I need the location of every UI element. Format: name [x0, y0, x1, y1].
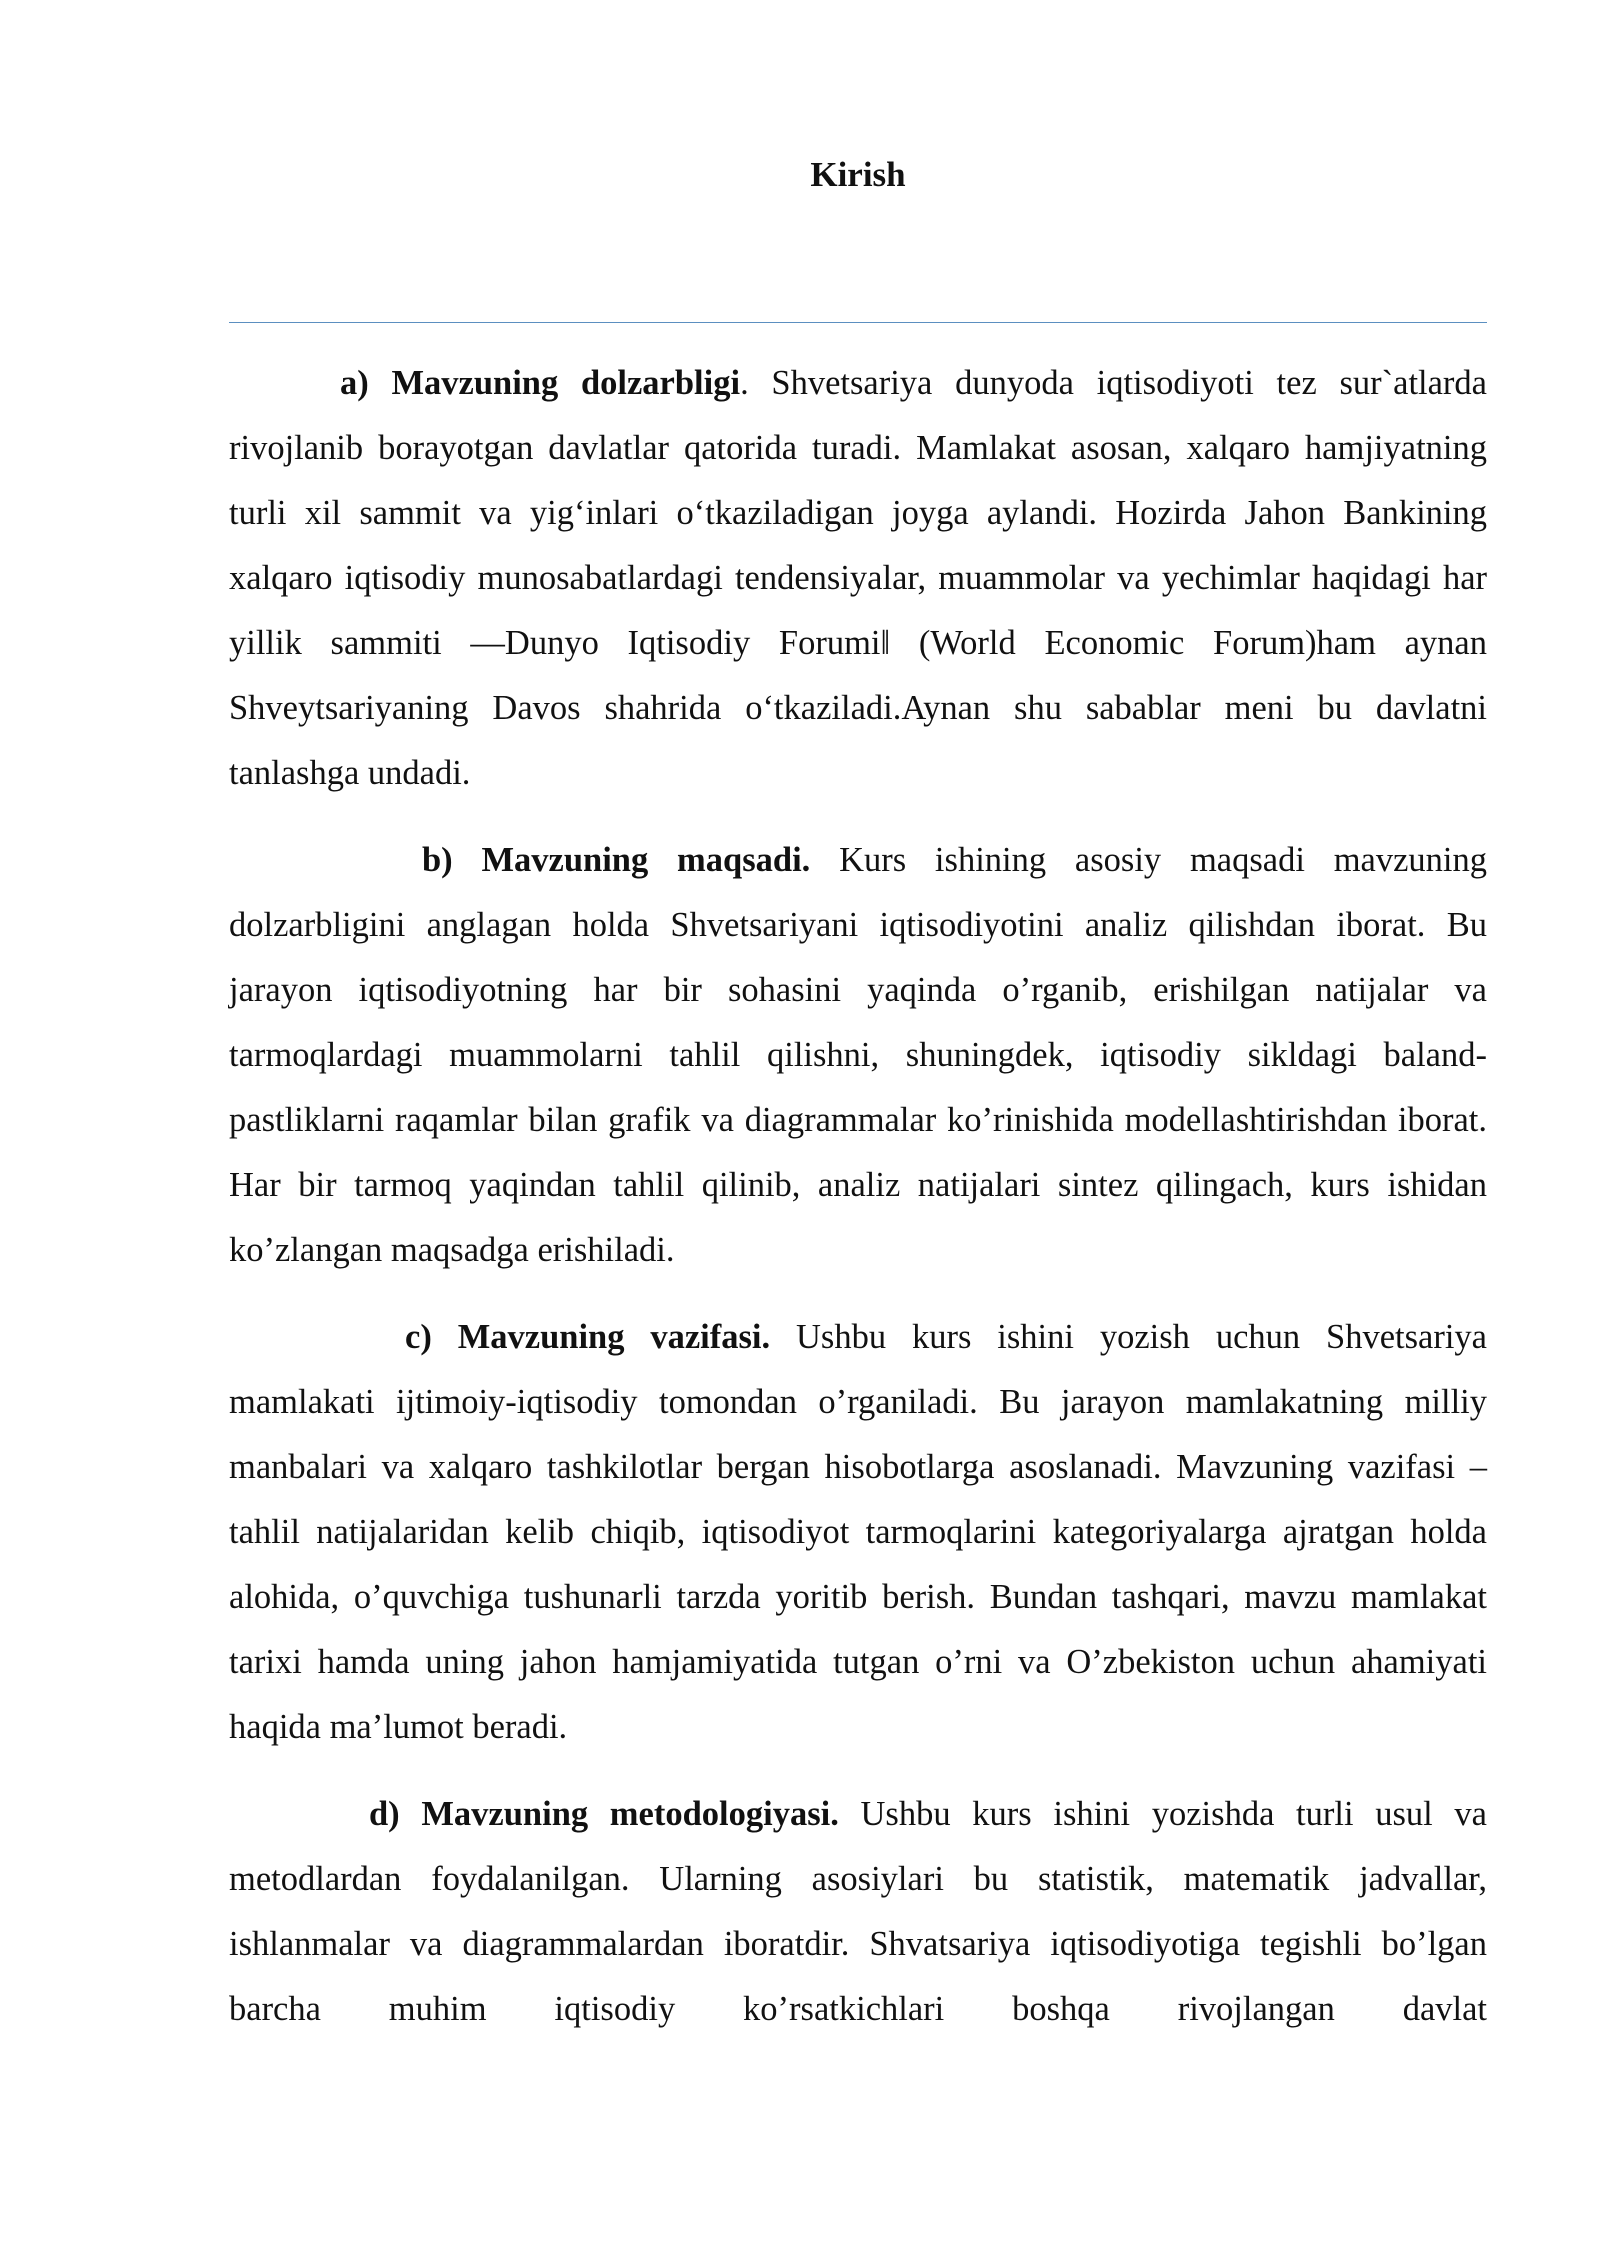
text-relevance: . Shvetsariya dunyoda iqtisodiyoti tez sur`atlarda rivojlanib borayotgan davlatlar qatorida turadi. Mamlakat asosan, xalqaro hamjiyatning turli xil sammit va yig‘inlari o‘tkaziladigan joyga aylandi. Hozirda Jahon Bankining xalqaro iqtisodiy munosabatlardagi tendensiyalar, muammolar va yechimlar haqidagi har yillik sammiti ―Dunyo Iqtisodiy Forumi‖ (World Economic Forum)ham aynan Shveytsariyaning Davos shahrida o‘tkaziladi.Aynan shu sabablar meni bu davlatni tanlashga undadi.: [229, 364, 1487, 792]
paragraph-methodology: [229, 1782, 1487, 2042]
heading-purpose: b) Mavzuning maqsadi.: [422, 841, 811, 879]
heading-methodology: d) Mavzuning metodologiyasi.: [369, 1795, 839, 1833]
document-body: [229, 351, 1487, 2064]
text-purpose: Kurs ishining asosiy maqsadi mavzuning dolzarbligini anglagan holda Shvetsariyani iqtisodiyotini analiz qilishdan iborat. Bu jarayon iqtisodiyotning har bir sohasini yaqinda o’rganib, erishilgan natijalar va tarmoqlardagi muammolarni tahlil qilishni, shuningdek, iqtisodiy sikldagi baland-pastliklarni raqamlar bilan grafik va diagrammalar ko’rinishida modellashtirishdan iborat. Har bir tarmoq yaqindan tahlil qilinib, analiz natijalari sintez qilingach, kurs ishidan ko’zlangan maqsadga erishiladi.: [229, 841, 1488, 1269]
paragraph-purpose: [229, 828, 1487, 1283]
heading-task: c) Mavzuning vazifasi.: [405, 1318, 771, 1356]
text-methodology: Ushbu kurs ishini yozishda turli usul va metodlardan foydalanilgan. Ularning asosiylari bu statistik, matematik jadvallar, ishlanmalar va diagrammalardan iboratdir. Shvatsariya iqtisodiyotiga tegishli bo’lgan barcha muhim iqtisodiy ko’rsatkichlari boshqa rivojlangan davlat: [229, 1795, 1487, 2028]
section-divider: [229, 322, 1487, 323]
paragraph-task: [229, 1305, 1487, 1760]
text-task: Ushbu kurs ishini yozish uchun Shvetsariya mamlakati ijtimoiy-iqtisodiy tomondan o’rganiladi. Bu jarayon mamlakatning milliy manbalari va xalqaro tashkilotlar bergan hisobotlarga asoslanadi. Mavzuning vazifasi – tahlil natijalaridan kelib chiqib, iqtisodiyot tarmoqlarini kategoriyalarga ajratgan holda alohida, o’quvchiga tushunarli tarzda yoritib berish. Bundan tashqari, mavzu mamlakat tarixi hamda uning jahon hamjamiyatida tutgan o’rni va O’zbekiston uchun ahamiyati haqida ma’lumot beradi.: [229, 1318, 1487, 1746]
page-title: Kirish: [810, 155, 906, 194]
heading-relevance: a) Mavzuning dolzarbligi: [340, 364, 741, 402]
paragraph-relevance: [229, 351, 1487, 806]
